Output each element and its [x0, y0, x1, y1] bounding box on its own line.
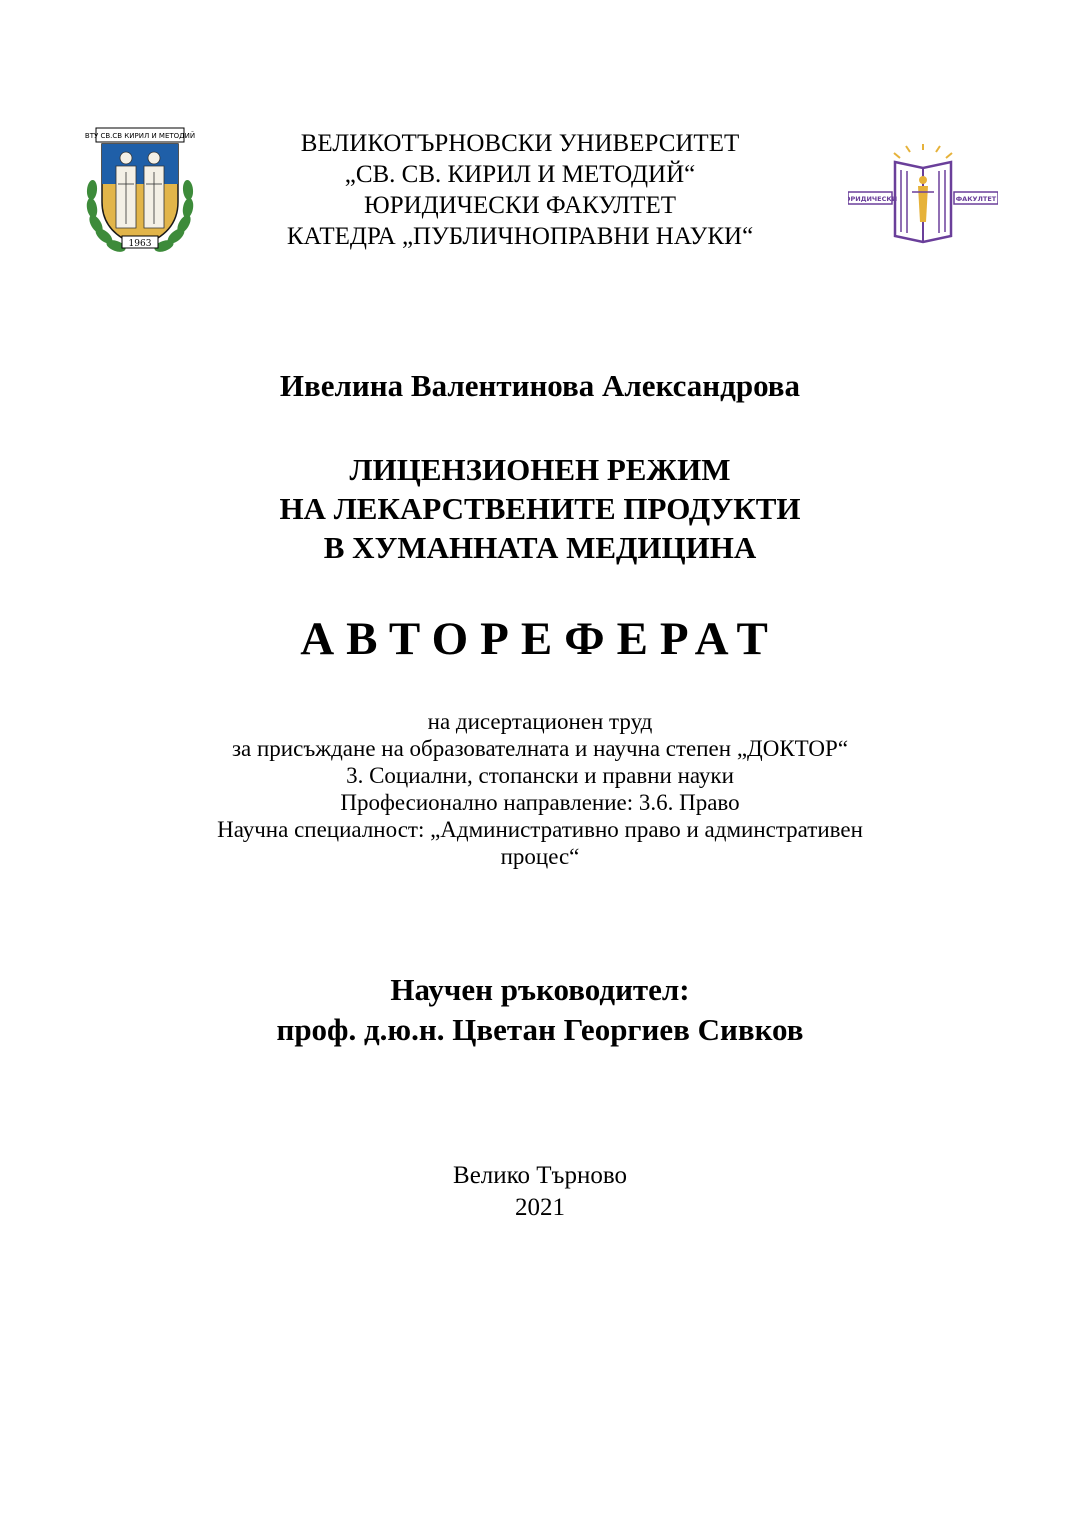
author-name: Ивелина Валентинова Александрова	[279, 368, 801, 403]
university-header	[210, 128, 830, 252]
description-line: за присъждане на образователната и научна степен „ДОКТОР“	[231, 736, 849, 761]
department-name: КАТЕДРА „ПУБЛИЧНОПРАВНИ НАУКИ“	[286, 223, 754, 250]
description-line: Професионално направление: 3.6. Право	[340, 790, 740, 815]
dissertation-description	[130, 708, 950, 870]
law-faculty-logo-icon	[848, 144, 998, 244]
description-line: процес“	[500, 844, 580, 869]
logo-left-text: ЮРИДИЧЕСКИ	[848, 195, 898, 203]
year: 2021	[515, 1194, 565, 1221]
description-line: Научна специалност: „Административно право и админстративен	[217, 817, 863, 842]
title-line: ЛИЦЕНЗИОНЕН РЕЖИМ	[349, 452, 731, 487]
logo-right-text: ФАКУЛТЕТ	[955, 195, 997, 203]
crest-year: 1963	[128, 239, 152, 249]
city: Велико Търново	[453, 1162, 627, 1189]
title-line: НА ЛЕКАРСТВЕНИТЕ ПРОДУКТИ	[279, 491, 801, 526]
university-name: ВЕЛИКОТЪРНОВСКИ УНИВЕРСИТЕТ	[300, 130, 740, 157]
crest-ribbon-text: ВТУ СВ.СВ КИРИЛ И МЕТОДИЙ	[84, 132, 196, 140]
document-type-heading: АВТОРЕФЕРАТ	[300, 613, 780, 665]
supervisor-label: Научен ръководител:	[390, 972, 690, 1007]
title-line: В ХУМАННАТА МЕДИЦИНА	[323, 530, 757, 565]
supervisor-block	[0, 970, 1080, 1050]
dissertation-title	[0, 450, 1080, 567]
header	[0, 118, 1080, 258]
faculty-name: ЮРИДИЧЕСКИ ФАКУЛТЕТ	[364, 192, 676, 219]
university-patrons: „СВ. СВ. КИРИЛ И МЕТОДИЙ“	[344, 161, 696, 188]
description-line: 3. Социални, стопански и правни науки	[346, 763, 734, 788]
description-line: на дисертационен труд	[427, 709, 653, 734]
supervisor-name: проф. д.ю.н. Цветан Георгиев Сивков	[276, 1012, 804, 1047]
university-crest-icon	[84, 124, 196, 258]
place-and-year	[0, 1160, 1080, 1224]
